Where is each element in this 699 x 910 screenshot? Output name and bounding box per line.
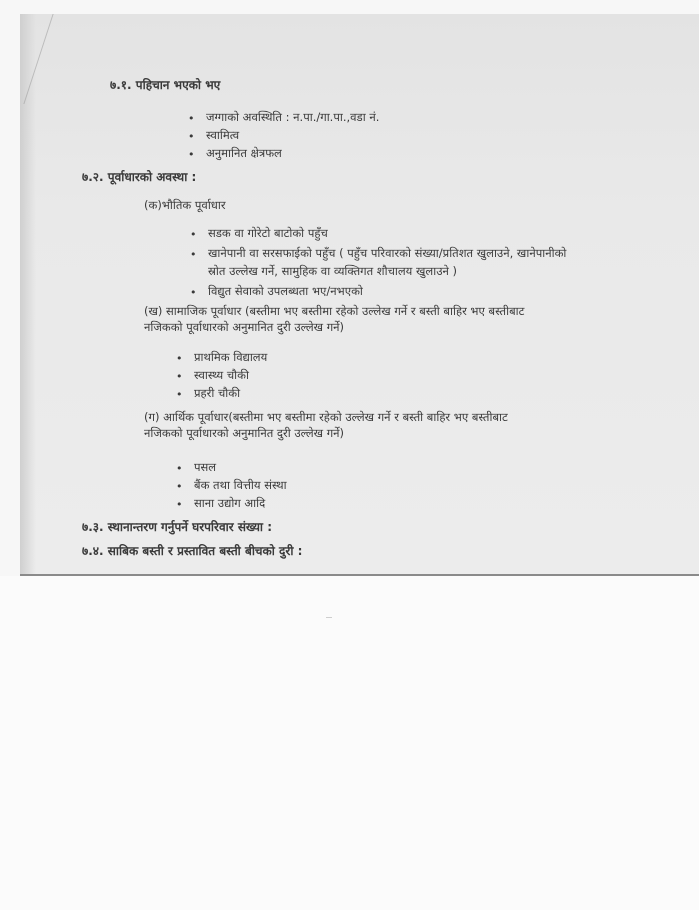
bullet-icon: • <box>188 112 195 125</box>
list-item: साना उद्योग आदि <box>194 496 266 510</box>
list-item: अनुमानित क्षेत्रफल <box>206 146 282 160</box>
economic-infra-line2: नजिकको पूर्वाधारको अनुमानित दुरी उल्लेख गर्ने) <box>144 426 345 440</box>
economic-infra-line1: (ग) आर्थिक पूर्वाधार(बस्तीमा भए बस्तीमा रहेको उल्लेख गर्ने र बस्ती बाहिर भए बस्तीबाट <box>144 410 508 424</box>
bullet-icon: • <box>190 228 197 241</box>
bullet-icon: • <box>176 498 183 511</box>
page-fold-mark <box>23 14 113 104</box>
list-item-continuation: स्रोत उल्लेख गर्ने, सामुहिक वा व्यक्तिगत शौचालय खुलाउने ) <box>208 264 458 278</box>
list-item: जग्गाको अवस्थिति : न.पा./गा.पा.,वडा नं. <box>206 110 380 124</box>
list-item: सडक वा गोरेटो बाटोको पहुँच <box>208 226 328 240</box>
bullet-icon: • <box>188 148 195 161</box>
scan-speck <box>326 617 332 622</box>
section-7-2-heading: ७.२. पूर्वाधारको अवस्था : <box>82 170 197 184</box>
bullet-icon: • <box>190 248 197 261</box>
scanned-page <box>20 14 699 576</box>
list-item: बैंक तथा वित्तीय संस्था <box>194 478 287 492</box>
section-7-1-heading: ७.१. पहिचान भएको भए <box>110 78 221 92</box>
social-infra-line2: नजिकको पूर्वाधारको अनुमानित दुरी उल्लेख गर्ने) <box>144 320 345 334</box>
bullet-icon: • <box>188 130 195 143</box>
bullet-icon: • <box>176 480 183 493</box>
bullet-icon: • <box>176 462 183 475</box>
blank-lower-page <box>0 576 699 910</box>
bullet-icon: • <box>176 352 183 365</box>
list-item: विद्युत सेवाको उपलब्धता भए/नभएको <box>208 284 363 298</box>
list-item: पसल <box>194 460 217 474</box>
list-item: प्राथमिक विद्यालय <box>194 350 268 364</box>
section-7-4-heading: ७.४. साबिक बस्ती र प्रस्तावित बस्ती बीचको दुरी : <box>82 544 303 558</box>
list-item: प्रहरी चौकी <box>194 386 241 400</box>
list-item: स्वामित्व <box>206 128 240 142</box>
list-item: खानेपानी वा सरसफाईको पहुँच ( पहुँच परिवारको संख्या/प्रतिशत खुलाउने, खानेपानीको <box>208 246 567 260</box>
bullet-icon: • <box>176 388 183 401</box>
section-7-3-heading: ७.३. स्थानान्तरण गर्नुपर्ने घरपरिवार संख्या : <box>82 520 272 534</box>
bullet-icon: • <box>176 370 183 383</box>
bullet-icon: • <box>190 286 197 299</box>
social-infra-line1: (ख) सामाजिक पूर्वाधार (बस्तीमा भए बस्तीमा रहेको उल्लेख गर्ने र बस्ती बाहिर भए बस्तीबाट <box>144 304 525 318</box>
list-item: स्वास्थ्य चौकी <box>194 368 249 382</box>
physical-infra-title: (क)भौतिक पूर्वाधार <box>144 198 226 212</box>
